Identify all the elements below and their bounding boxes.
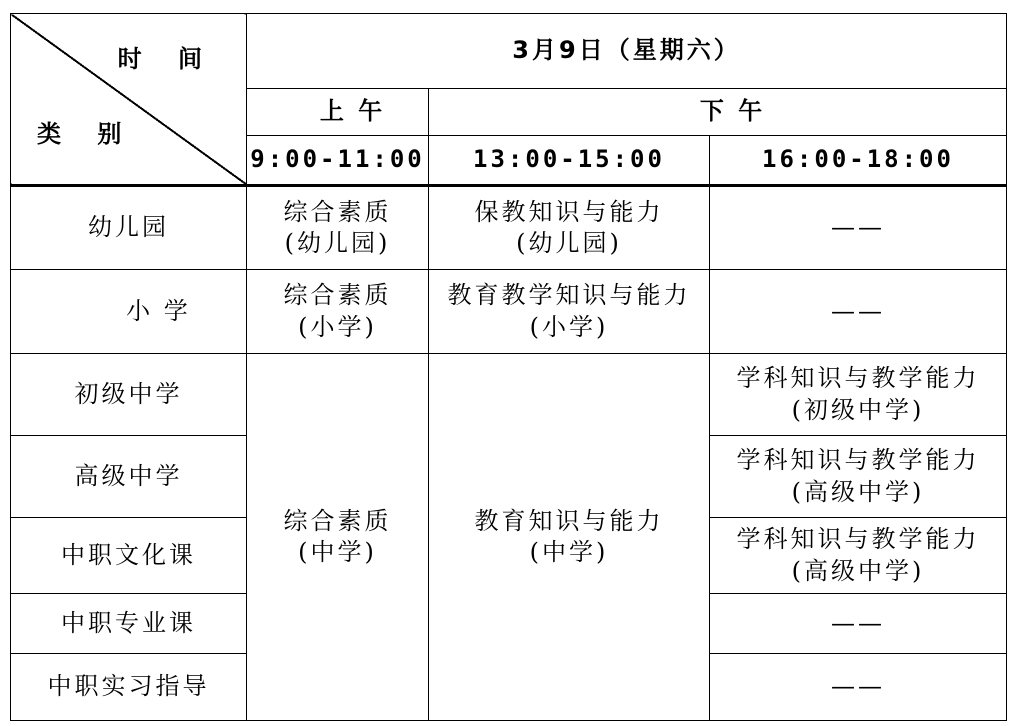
time-slot-morning: 9:00-11:00	[247, 136, 429, 186]
time-slot-afternoon-2: 16:00-18:00	[710, 136, 1007, 186]
merged-subject-cell	[247, 354, 429, 721]
subject-cell	[429, 270, 710, 354]
subject-cell	[710, 518, 1007, 594]
diagonal-header-cell	[11, 14, 247, 186]
empty-dash-cell: ——	[710, 186, 1007, 270]
subject-level: (高级中学)	[791, 477, 925, 506]
subject-cell	[710, 354, 1007, 436]
time-label: 时 间	[117, 45, 216, 73]
subject-cell	[710, 436, 1007, 518]
header-date-row	[11, 14, 1007, 89]
subject-name: 综合素质	[283, 197, 392, 226]
subject-name: 学科知识与教学能力	[736, 446, 980, 475]
category-cell: 初级中学	[11, 354, 247, 436]
category-cell: 小 学	[11, 270, 247, 354]
date-header: 3月9日（星期六）	[247, 14, 1007, 89]
subject-name: 教育知识与能力	[474, 506, 664, 535]
subject-name: 综合素质	[283, 281, 392, 310]
subject-level: (中学)	[298, 538, 377, 566]
subject-cell	[247, 186, 429, 270]
subject-level: (高级中学)	[791, 556, 925, 585]
morning-header: 上 午	[247, 89, 429, 136]
merged-subject-cell	[429, 354, 710, 721]
subject-name: 学科知识与教学能力	[736, 525, 980, 554]
empty-dash-cell: ——	[710, 654, 1007, 721]
table-row	[11, 354, 1007, 436]
subject-level: (小学)	[298, 312, 377, 341]
subject-level: (初级中学)	[791, 395, 925, 424]
category-cell: 中职实习指导	[11, 654, 247, 721]
category-cell: 中职文化课	[11, 518, 247, 594]
category-label: 类 别	[37, 119, 136, 148]
subject-level: (幼儿园)	[284, 229, 391, 257]
time-slot-afternoon-1: 13:00-15:00	[429, 136, 710, 186]
empty-dash-cell: ——	[710, 594, 1007, 654]
category-cell: 高级中学	[11, 436, 247, 518]
subject-level: (中学)	[529, 538, 609, 566]
subject-name: 学科知识与教学能力	[736, 364, 980, 393]
subject-cell	[429, 186, 710, 270]
category-cell: 中职专业课	[11, 594, 247, 654]
empty-dash-cell: ——	[710, 270, 1007, 354]
subject-level: (幼儿园)	[516, 229, 622, 257]
subject-name: 保教知识与能力	[474, 197, 664, 226]
table-row	[11, 186, 1007, 270]
exam-schedule-table	[10, 13, 1007, 721]
category-cell: 幼儿园	[11, 186, 247, 270]
subject-name: 综合素质	[283, 506, 392, 535]
subject-level: (小学)	[529, 312, 609, 341]
table-row	[11, 270, 1007, 354]
subject-cell	[247, 270, 429, 354]
subject-name: 教育教学知识与能力	[447, 281, 691, 310]
afternoon-header: 下 午	[429, 89, 1007, 136]
